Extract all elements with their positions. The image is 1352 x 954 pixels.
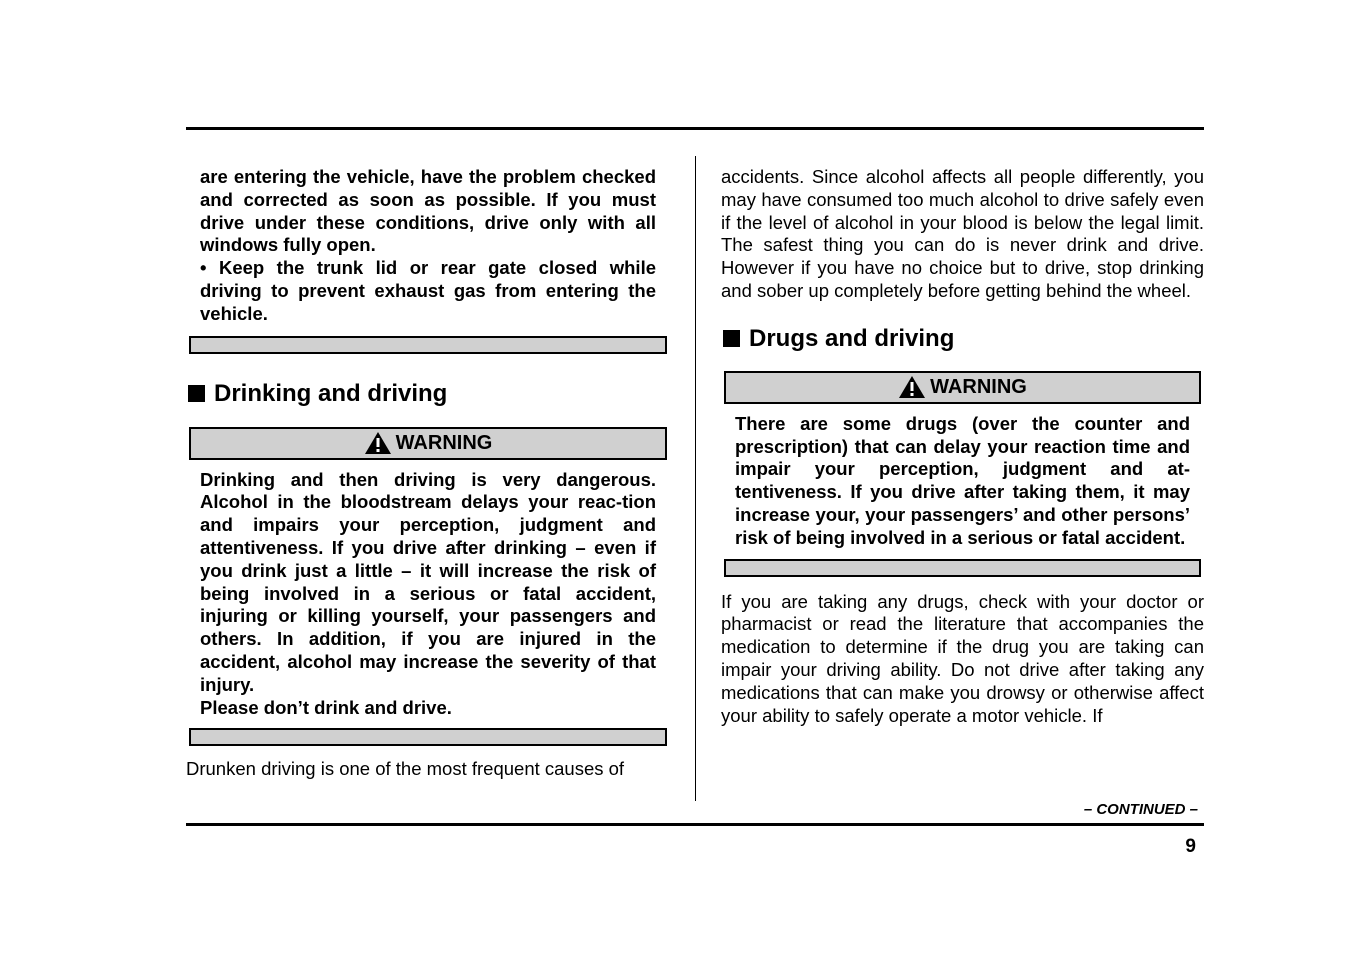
warning-paragraph: There are some drugs (over the counter and prescription) that can delay your reaction time and impair your perception, judgment and at-tentiveness. If you drive after taking them, it may increase your, your passengers’ and other persons’ risk of being involved in a serious or fatal accident.: [735, 412, 1190, 548]
warning-end-bar: [189, 336, 667, 354]
warning-end-bar: [189, 728, 667, 746]
warning-paragraph: Drinking and then driving is very dangerous. Alcohol in the bloodstream delays your reac-tion and impairs your perception, judgment and attentiveness. If you drive after drinking – even if you drink just a little – it will increase the risk of being involved in a serious or fatal accident, injuring or killing yourself, your passengers and others. In addition, if you are injured in the accident, alcohol may increase the severity of that injury.: [200, 468, 656, 695]
warning-paragraph: Please don’t drink and drive.: [200, 696, 452, 718]
continued-warning-text: [200, 166, 656, 326]
warning-paragraph: are entering the vehicle, have the problem checked and corrected as soon as possible. If you must drive under these conditions, drive only with all windows fully open.: [200, 166, 656, 256]
section-title: Drugs and driving: [749, 324, 955, 352]
warning-end-bar: [724, 559, 1201, 577]
section-heading-drinking: [188, 380, 670, 408]
warning-label: WARNING: [930, 375, 1027, 398]
warning-triangle-icon: [898, 375, 926, 399]
body-paragraph: Drunken driving is one of the most frequent causes of: [186, 758, 625, 780]
black-square-icon: [188, 385, 205, 402]
warning-triangle-icon: [364, 431, 392, 455]
continued-label: – CONTINUED –: [1083, 801, 1198, 818]
warning-body: [735, 413, 1190, 550]
section-title: Drinking and driving: [214, 379, 448, 407]
column-divider: [695, 156, 696, 801]
body-paragraph: accidents. Since alcohol affects all people differently, you may have consumed too much alcohol to drive safely even if the level of alcohol in your blood is below the legal limit. The safest thing you can do is never drink and drive. However if you have no choice but to drive, stop drinking and sober up completely before getting behind the wheel.: [721, 166, 1204, 301]
top-rule: [186, 127, 1204, 130]
warning-header: [724, 371, 1201, 404]
left-column: [186, 166, 670, 781]
warning-body: [200, 469, 656, 720]
bottom-rule: [186, 823, 1204, 826]
black-square-icon: [723, 330, 740, 347]
right-column: [721, 166, 1204, 727]
warning-header: [189, 427, 667, 460]
warning-paragraph: • Keep the trunk lid or rear gate closed while driving to prevent exhaust gas from entering the vehicle.: [200, 257, 656, 324]
section-heading-drugs: [723, 325, 1204, 353]
page-number: 9: [1185, 836, 1196, 857]
warning-label: WARNING: [395, 431, 493, 454]
body-paragraph: If you are taking any drugs, check with your doctor or pharmacist or read the literature that accompanies the medication to determine if the drug you are taking can impair your driving ability. Do not drive after taking any medications that can make you drowsy or otherwise affect your ability to safely operate a motor vehicle. If: [721, 590, 1204, 726]
